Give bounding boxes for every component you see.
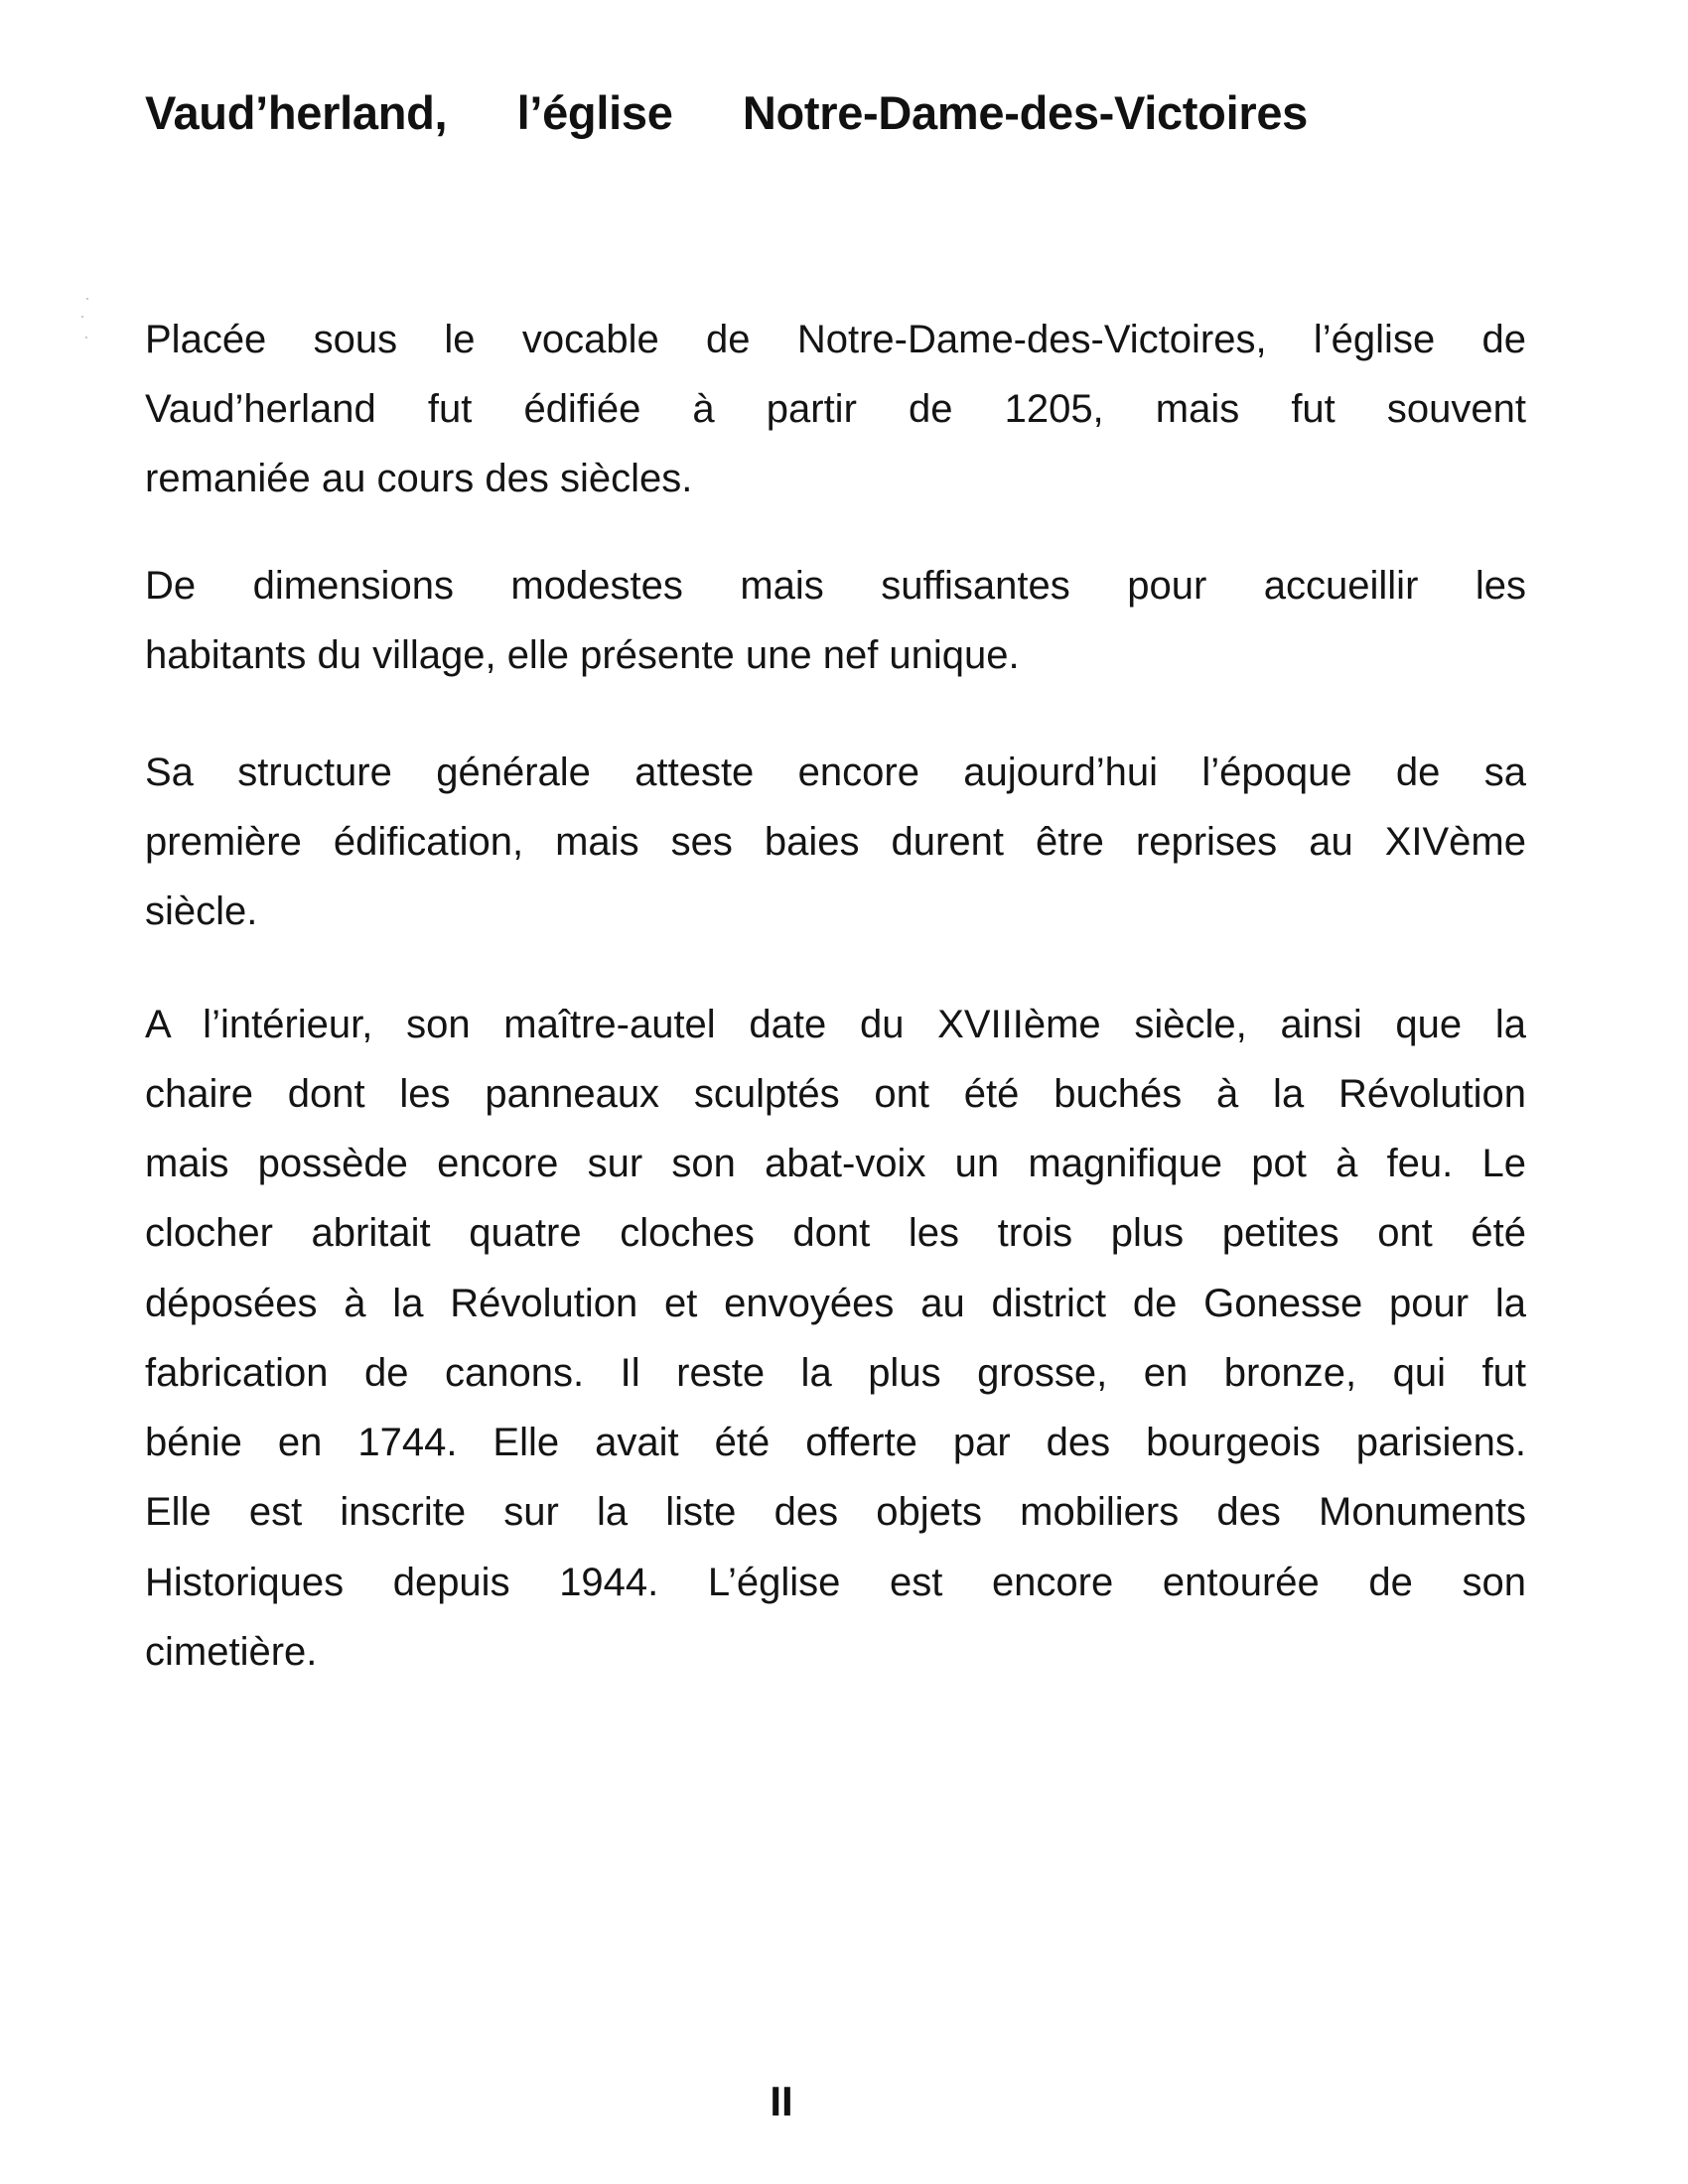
scan-speck — [81, 316, 83, 318]
text-line: bénie en 1744. Elle avait été offerte par des bourgeois parisiens. — [145, 1423, 1526, 1464]
text-line: Historiques depuis 1944. L’église est encore entourée de son — [145, 1563, 1526, 1604]
text-line: Placée sous le vocable de Notre-Dame-des-Victoires, l’église de — [145, 320, 1526, 361]
text-line: De dimensions modestes mais suffisantes pour accueillir les — [145, 566, 1526, 608]
text-line: remaniée au cours des siècles. — [145, 457, 693, 500]
text-line: mais possède encore sur son abat-voix un magnifique pot à feu. Le — [145, 1144, 1526, 1185]
text-line: siècle. — [145, 889, 258, 933]
text-line: clocher abritait quatre cloches dont les trois plus petites ont été — [145, 1213, 1526, 1255]
text-line: première édification, mais ses baies durent être reprises au XIVème — [145, 822, 1526, 864]
page-number: II — [770, 2078, 793, 2124]
scan-speck — [85, 337, 87, 339]
text-line: chaire dont les panneaux sculptés ont été buchés à la Révolution — [145, 1074, 1526, 1116]
document-title: Vaud’herland, l’église Notre-Dame-des-Victoires — [145, 89, 1308, 139]
text-line: Vaud’herland fut édifiée à partir de 1205, mais fut souvent — [145, 389, 1526, 431]
text-line: A l’intérieur, son maître-autel date du XVIIIème siècle, ainsi que la — [145, 1005, 1526, 1046]
scan-speck — [86, 298, 88, 300]
text-line: déposées à la Révolution et envoyées au district de Gonesse pour la — [145, 1284, 1526, 1325]
text-line: fabrication de canons. Il reste la plus grosse, en bronze, qui fut — [145, 1353, 1526, 1395]
text-line: Sa structure générale atteste encore aujourd’hui l’époque de sa — [145, 752, 1526, 794]
text-line: Elle est inscrite sur la liste des objets mobiliers des Monuments — [145, 1492, 1526, 1534]
text-line: cimetière. — [145, 1630, 318, 1674]
text-line: habitants du village, elle présente une nef unique. — [145, 633, 1020, 677]
